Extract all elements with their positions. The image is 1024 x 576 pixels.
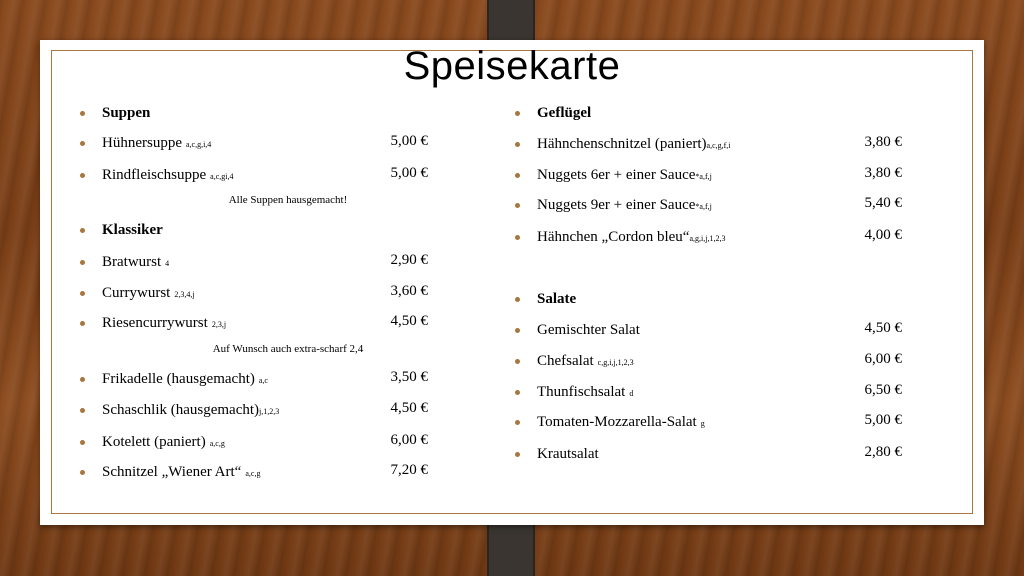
allergen-codes: d — [629, 389, 634, 398]
menu-note: Auf Wunsch auch extra-scharf 2,4 — [212, 343, 364, 355]
allergen-codes: j,1,2,3 — [259, 407, 280, 416]
bullet-icon — [515, 359, 520, 364]
bullet-icon — [80, 173, 85, 178]
section-heading-label: Geflügel — [537, 105, 592, 121]
menu-item — [537, 412, 705, 432]
bullet-icon — [515, 235, 520, 240]
menu-item-price: 4,50 € — [390, 313, 428, 329]
menu-item-name: Frikadelle (hausgemacht) — [102, 371, 255, 387]
page-title: Speisekarte — [403, 44, 621, 88]
menu-item — [102, 400, 279, 420]
bullet-icon — [515, 390, 520, 395]
menu-item-name: Rindfleischsuppe — [102, 167, 207, 183]
allergen-codes: a,c — [258, 376, 268, 385]
hanging-strap-bottom — [487, 520, 535, 576]
hanging-strap-top — [487, 0, 535, 40]
bullet-icon — [80, 141, 85, 146]
menu-item — [537, 195, 712, 215]
menu-item-name: Krautsalat — [537, 446, 599, 462]
bullet-icon — [515, 203, 520, 208]
menu-item — [537, 444, 599, 464]
menu-item-name: Bratwurst — [102, 254, 162, 270]
allergen-codes: 2,3,4,j — [174, 290, 195, 299]
section-heading — [102, 220, 163, 240]
menu-item-price: 4,50 € — [390, 400, 428, 416]
menu-item-name: Hähnchen „Cordon bleu“ — [537, 229, 690, 245]
menu-item-price: 6,50 € — [864, 382, 902, 398]
menu-item-price: 2,90 € — [390, 252, 428, 268]
bullet-icon — [515, 328, 520, 333]
allergen-codes: a,c,g,f,i — [706, 141, 731, 150]
menu-item — [102, 369, 268, 389]
menu-item — [102, 283, 195, 303]
menu-item-name: Nuggets 9er + einer Sauce — [537, 197, 696, 213]
allergen-codes: *a,f,j — [695, 202, 712, 211]
bullet-icon — [515, 173, 520, 178]
menu-item-name: Hühnersuppe — [102, 135, 182, 151]
bullet-icon — [80, 260, 85, 265]
section-heading-label: Salate — [537, 291, 577, 307]
menu-item-name: Chefsalat — [537, 353, 594, 369]
menu-item-price: 5,00 € — [390, 133, 428, 149]
menu-item-price: 6,00 € — [864, 351, 902, 367]
section-heading — [537, 289, 576, 309]
allergen-codes: a,c,gi,4 — [210, 172, 234, 181]
menu-item-price: 3,80 € — [864, 134, 902, 150]
menu-item-price: 5,40 € — [864, 195, 902, 211]
menu-item-name: Kotelett (paniert) — [102, 434, 206, 450]
menu-item — [102, 252, 169, 272]
allergen-codes: 2,3,j — [211, 320, 227, 329]
bullet-icon — [80, 440, 85, 445]
menu-item — [102, 165, 233, 185]
menu-item-price: 4,50 € — [864, 320, 902, 336]
menu-item — [537, 165, 712, 185]
bullet-icon — [80, 111, 85, 116]
menu-item-price: 4,00 € — [864, 227, 902, 243]
menu-item-price: 3,80 € — [864, 165, 902, 181]
menu-item-name: Tomaten-Mozzarella-Salat — [537, 414, 697, 430]
bullet-icon — [515, 111, 520, 116]
menu-item-name: Thunfischsalat — [537, 384, 626, 400]
allergen-codes: a,c,g — [245, 469, 261, 478]
menu-item-price: 6,00 € — [390, 432, 428, 448]
menu-item-name: Currywurst — [102, 285, 171, 301]
menu-item-price: 3,60 € — [390, 283, 428, 299]
bullet-icon — [515, 452, 520, 457]
menu-item-name: Schaschlik (hausgemacht) — [102, 402, 260, 418]
allergen-codes: g — [700, 419, 705, 428]
menu-item — [102, 462, 260, 482]
allergen-codes: a,g,i,j,1,2,3 — [689, 234, 726, 243]
menu-item — [537, 351, 634, 371]
bullet-icon — [515, 420, 520, 425]
section-heading-label: Suppen — [102, 105, 151, 121]
menu-item — [102, 432, 225, 452]
bullet-icon — [80, 228, 85, 233]
bullet-icon — [80, 321, 85, 326]
menu-item — [537, 320, 640, 340]
menu-item — [537, 227, 725, 247]
menu-item — [537, 134, 731, 154]
menu-item-name: Gemischter Salat — [537, 322, 640, 338]
menu-item-name: Hähnchenschnitzel (paniert) — [537, 136, 707, 152]
menu-item — [537, 382, 633, 402]
bullet-icon — [80, 408, 85, 413]
bullet-icon — [80, 470, 85, 475]
bullet-icon — [515, 297, 520, 302]
bullet-icon — [515, 142, 520, 147]
bullet-icon — [80, 377, 85, 382]
bullet-icon — [80, 291, 85, 296]
menu-item-name: Nuggets 6er + einer Sauce — [537, 167, 696, 183]
menu-item-name: Riesencurrywurst — [102, 315, 208, 331]
menu-item-name: Schnitzel „Wiener Art“ — [102, 464, 242, 480]
allergen-codes: 4 — [165, 259, 170, 268]
menu-item-price: 5,00 € — [390, 165, 428, 181]
menu-item-price: 7,20 € — [390, 462, 428, 478]
section-heading — [102, 103, 150, 123]
section-heading — [537, 103, 591, 123]
section-heading-label: Klassiker — [102, 222, 163, 238]
menu-item — [102, 133, 211, 153]
allergen-codes: c,g,i,j,1,2,3 — [597, 358, 634, 367]
allergen-codes: a,c,g — [209, 439, 225, 448]
allergen-codes: *a,f,j — [695, 172, 712, 181]
menu-note: Alle Suppen hausgemacht! — [228, 194, 348, 206]
menu-item — [102, 313, 226, 333]
menu-item-price: 3,50 € — [390, 369, 428, 385]
menu-item-price: 2,80 € — [864, 444, 902, 460]
allergen-codes: a,c,g,i,4 — [185, 140, 212, 149]
menu-item-price: 5,00 € — [864, 412, 902, 428]
menu-card — [40, 40, 984, 525]
